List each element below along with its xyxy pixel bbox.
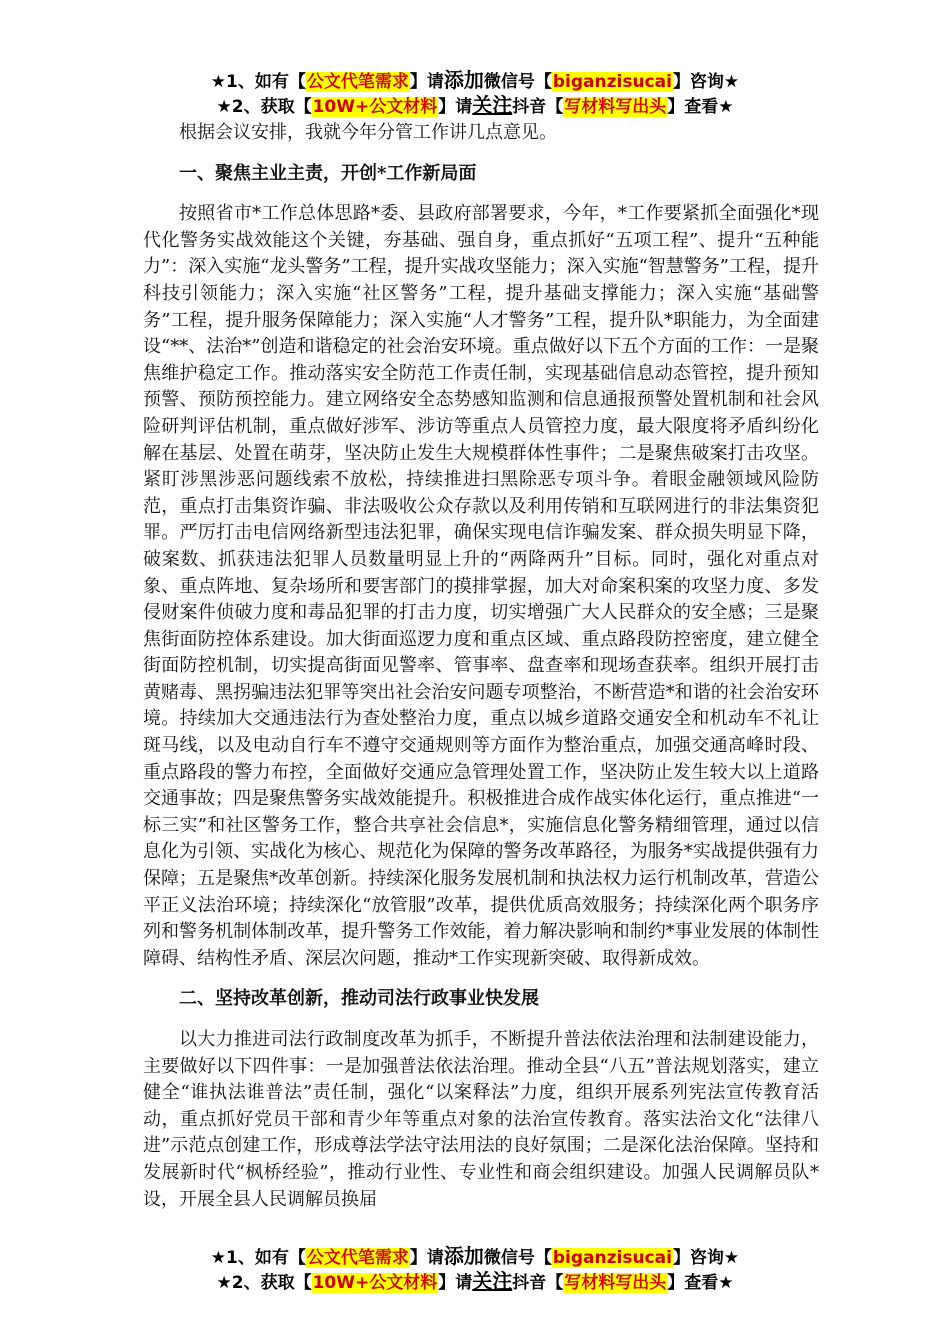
banner-highlight: 写材料写出头 [564,97,667,117]
banner-highlight: 写材料写出头 [564,1273,667,1293]
intro-paragraph: 根据会议安排，我就今年分管工作讲几点意见。 [179,122,557,143]
banner-highlight: 公文代笔需求 [306,72,409,92]
document-body [143,120,819,1213]
banner-text: 抖音【 [512,1273,564,1293]
banner-text: ★2、获取【 [216,97,312,117]
banner-highlight: biganzisucai [552,72,672,92]
banner-top-line2 [0,93,950,120]
banner-text: ★1、如有【 [210,72,306,92]
section1-heading: 一、聚焦主业主责，开创*工作新局面 [179,162,477,184]
banner-text: 微信号【 [483,72,552,92]
banner-highlight: 公文代笔需求 [306,1248,409,1268]
banner-text: 】请 [409,72,444,92]
section2-heading: 二、坚持改革创新，推动司法行政事业快发展 [179,988,539,1010]
banner-emphasis: 添加 [443,1244,484,1268]
banner-text: 】请 [438,97,473,117]
banner-text: 】咨询★ [672,72,740,92]
banner-highlight: 10W+公文材料 [312,97,438,117]
banner-emphasis: 关注 [472,93,513,117]
banner-highlight: biganzisucai [552,1248,672,1268]
banner-bottom-line1 [0,1244,950,1271]
banner-emphasis: 关注 [472,1269,513,1293]
banner-text: ★2、获取【 [216,1273,312,1293]
banner-top-line1 [0,68,950,95]
section2-paragraph: 以大力推进司法行政制度改革为抓手，不断提升普法依法治理和法制建设能力，主要做好以下四件事：一是加强普法依法治理。推动全县“八五”普法规划落实，建立健全“谁执法谁普法”责任制，强化“以案释法”力度，组织开展系列宪法宣传教育活动，重点抓好党员干部和青少年等重点对象的法治宣传教育。落实法治文化“法律八进”示范点创建工作，形成尊法学法守法用法的良好氛围；二是深化法治保障。坚持和发展新时代“枫桥经验”，推动行业性、专业性和商会组织建设。加强人民调解员队*设，开展全县人民调解员换届 [143,1029,819,1210]
banner-text: 微信号【 [483,1248,552,1268]
banner-text: ★1、如有【 [210,1248,306,1268]
banner-text: 】查看★ [667,97,734,117]
banner-text: 抖音【 [512,97,564,117]
banner-text: 】咨询★ [672,1248,740,1268]
banner-text: 】请 [438,1273,473,1293]
section1-paragraph: 按照省市*工作总体思路*委、县政府部署要求，今年，*工作要紧抓全面强化*现代化警务实战效能这个关键，夯基础、强自身，重点抓好“五项工程”、提升“五种能力”：深入实施“龙头警务”工程，提升实战攻坚能力；深入实施“智慧警务”工程，提升科技引领能力；深入实施“社区警务”工程，提升基础支撑能力；深入实施“基础警务”工程，提升服务保障能力；深入实施“人才警务”工程，提升队*职能力，为全面建设“**、法治*”创造和谐稳定的社会治安环境。重点做好以下五个方面的工作：一是聚焦维护稳定工作。推动落实安全防范工作责任制，实现基础信息动态管控，提升预知预警、预防预控能力。建立网络安全态势感知监测和信息通报预警处置机制和社会风险研判评估机制，重点做好涉军、涉访等重点人员管控力度，最大限度将矛盾纠纷化解在基层、处置在萌芽，坚决防止发生大规模群体性事件；二是聚焦破案打击攻坚。紧盯涉黑涉恶问题线索不放松，持续推进扫黑除恶专项斗争。着眼金融领域风险防范，重点打击集资诈骗、非法吸收公众存款以及利用传销和互联网进行的非法集资犯罪。严厉打击电信网络新型违法犯罪，确保实现电信诈骗发案、群众损失明显下降，破案数、抓获违法犯罪人员数量明显上升的“两降两升”目标。同时，强化对重点对象、重点阵地、复杂场所和要害部门的摸排掌握，加大对命案积案的攻坚力度、多发侵财案件侦破力度和毒品犯罪的打击力度，切实增强广大人民群众的安全感；三是聚焦街面防控体系建设。加大街面巡逻力度和重点区域、重点路段防控密度，建立健全街面防控机制，切实提高街面见警率、管事率、盘查率和现场查获率。组织开展打击黄赌毒、黑拐骗违法犯罪等突出社会治安问题专项整治，不断营造*和谐的社会治安环境。持续加大交通违法行为查处整治力度，重点以城乡道路交通安全和机动车不礼让斑马线，以及电动自行车不遵守交通规则等方面作为整治重点，加强交通高峰时段、重点路段的警力布控，全面做好交通应急管理处置工作，坚决防止发生较大以上道路交通事故；四是聚焦警务实战效能提升。积极推进合成作战实体化运行，重点推进“一标三实”和社区警务工作，整合共享社会信息*，实施信息化警务精细管理，通过以信息化为引领、实战化为核心、规范化为保障的警务改革路径，为服务*实战提供强有力保障；五是聚焦*改革创新。持续深化服务发展机制和执法权力运行机制改革，营造公平正义法治环境；持续深化“放管服”改革，提供优质高效服务；持续深化两个职务序列和警务机制体制改革，提升警务工作效能，着力解决影响和制约*事业发展的体制性障碍、结构性矛盾、深层次问题，推动*工作实现新突破、取得新成效。 [143,203,820,969]
banner-text: 】查看★ [667,1273,734,1293]
banner-highlight: 10W+公文材料 [312,1273,438,1293]
banner-text: 】请 [409,1248,444,1268]
banner-emphasis: 添加 [443,68,484,92]
banner-bottom-line2 [0,1269,950,1296]
